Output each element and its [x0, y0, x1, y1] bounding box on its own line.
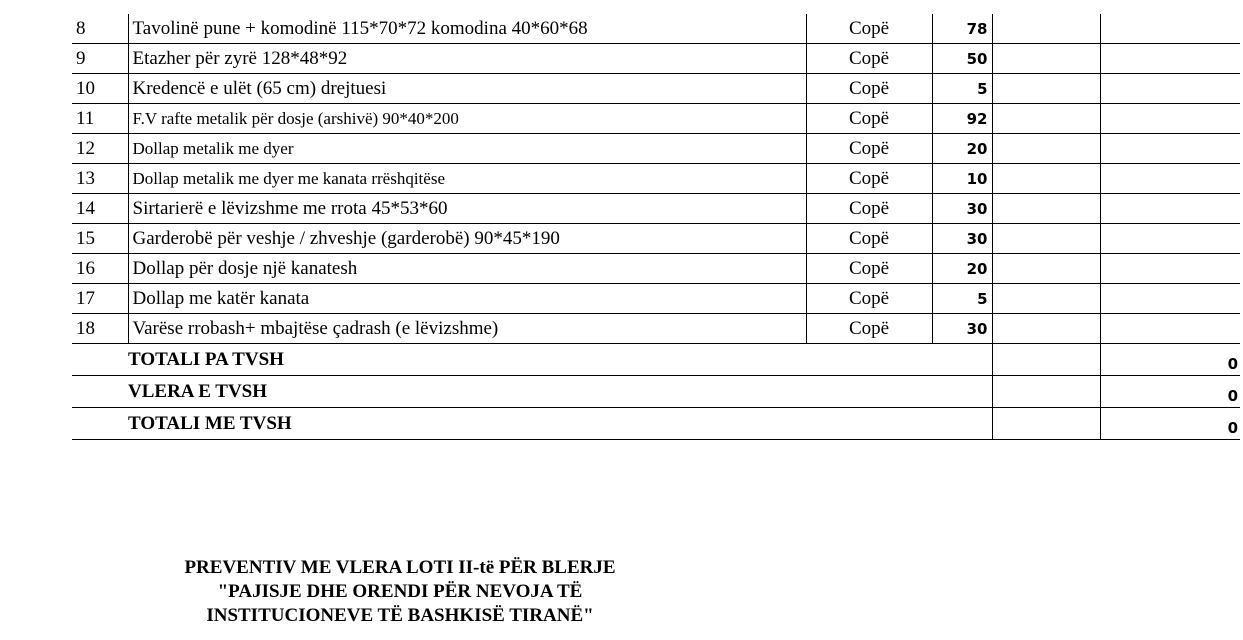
table-row: [72, 44, 1240, 74]
item-quantity: 30: [932, 224, 992, 254]
item-unit: Copë: [806, 44, 932, 74]
item-description: Dollap metalik me dyer: [128, 134, 806, 164]
row-number: 15: [72, 224, 128, 254]
table-row: [72, 224, 1240, 254]
item-quantity: 50: [932, 44, 992, 74]
unit-price-cell: [992, 284, 1100, 314]
total-amount: 0: [1100, 344, 1240, 376]
total-row: [72, 344, 1240, 376]
unit-price-cell: [992, 44, 1100, 74]
row-number: 8: [72, 14, 128, 44]
total-value-cell: [1100, 14, 1240, 44]
total-label: TOTALI PA TVSH: [72, 344, 992, 376]
item-unit: Copë: [806, 194, 932, 224]
items-table: [72, 14, 1240, 440]
table-row: [72, 194, 1240, 224]
total-label: TOTALI ME TVSH: [72, 408, 992, 440]
items-table-body: [72, 14, 1240, 344]
total-value-cell: [1100, 74, 1240, 104]
row-number: 17: [72, 284, 128, 314]
total-amount: 0: [1100, 376, 1240, 408]
heading-line-3: INSTITUCIONEVE TË BASHKISË TIRANË": [206, 605, 594, 626]
table-row: [72, 14, 1240, 44]
item-unit: Copë: [806, 134, 932, 164]
item-quantity: 20: [932, 134, 992, 164]
total-value-cell: [1100, 254, 1240, 284]
row-number: 14: [72, 194, 128, 224]
total-value-cell: [1100, 164, 1240, 194]
item-description: Etazher për zyrë 128*48*92: [128, 44, 806, 74]
total-empty-cell: [992, 408, 1100, 440]
total-value-cell: [1100, 314, 1240, 344]
item-quantity: 78: [932, 14, 992, 44]
heading-line-2: "PAJISJE DHE ORENDI PËR NEVOJA TË: [217, 581, 583, 602]
total-row: [72, 376, 1240, 408]
item-quantity: 5: [932, 74, 992, 104]
row-number: 10: [72, 74, 128, 104]
item-description: Dollap me katër kanata: [128, 284, 806, 314]
total-value-cell: [1100, 224, 1240, 254]
row-number: 12: [72, 134, 128, 164]
unit-price-cell: [992, 104, 1100, 134]
table-row: [72, 74, 1240, 104]
total-value-cell: [1100, 44, 1240, 74]
total-row: [72, 408, 1240, 440]
row-number: 18: [72, 314, 128, 344]
row-number: 11: [72, 104, 128, 134]
heading-line-1: PREVENTIV ME VLERA LOTI II-të PËR BLERJE: [184, 557, 616, 578]
item-unit: Copë: [806, 314, 932, 344]
total-value-cell: [1100, 284, 1240, 314]
table-row: [72, 104, 1240, 134]
item-unit: Copë: [806, 14, 932, 44]
document-heading: [120, 556, 680, 628]
item-description: Sirtarierë e lëvizshme me rrota 45*53*60: [128, 194, 806, 224]
item-unit: Copë: [806, 104, 932, 134]
table-row: [72, 164, 1240, 194]
item-quantity: 30: [932, 194, 992, 224]
row-number: 13: [72, 164, 128, 194]
item-unit: Copë: [806, 74, 932, 104]
table-row: [72, 314, 1240, 344]
item-description: Kredencë e ulët (65 cm) drejtuesi: [128, 74, 806, 104]
item-unit: Copë: [806, 224, 932, 254]
item-description: Dollap metalik me dyer me kanata rrëshqitëse: [128, 164, 806, 194]
item-description: Varëse rrobash+ mbajtëse çadrash (e lëvizshme): [128, 314, 806, 344]
unit-price-cell: [992, 254, 1100, 284]
item-quantity: 10: [932, 164, 992, 194]
item-quantity: 30: [932, 314, 992, 344]
item-unit: Copë: [806, 284, 932, 314]
total-value-cell: [1100, 194, 1240, 224]
item-description: Garderobë për veshje / zhveshje (garderobë) 90*45*190: [128, 224, 806, 254]
totals-table-body: [72, 344, 1240, 440]
unit-price-cell: [992, 314, 1100, 344]
total-value-cell: [1100, 104, 1240, 134]
row-number: 9: [72, 44, 128, 74]
item-quantity: 20: [932, 254, 992, 284]
unit-price-cell: [992, 134, 1100, 164]
item-description: Tavolinë pune + komodinë 115*70*72 komodina 40*60*68: [128, 14, 806, 44]
total-amount: 0: [1100, 408, 1240, 440]
table-row: [72, 284, 1240, 314]
total-label: VLERA E TVSH: [72, 376, 992, 408]
unit-price-cell: [992, 14, 1100, 44]
table-row: [72, 254, 1240, 284]
total-value-cell: [1100, 134, 1240, 164]
unit-price-cell: [992, 224, 1100, 254]
total-empty-cell: [992, 344, 1100, 376]
item-description: Dollap për dosje një kanatesh: [128, 254, 806, 284]
table-row: [72, 134, 1240, 164]
unit-price-cell: [992, 164, 1100, 194]
unit-price-cell: [992, 74, 1100, 104]
item-unit: Copë: [806, 164, 932, 194]
item-unit: Copë: [806, 254, 932, 284]
item-description: F.V rafte metalik për dosje (arshivë) 90*40*200: [128, 104, 806, 134]
item-quantity: 92: [932, 104, 992, 134]
item-quantity: 5: [932, 284, 992, 314]
row-number: 16: [72, 254, 128, 284]
unit-price-cell: [992, 194, 1100, 224]
total-empty-cell: [992, 376, 1100, 408]
